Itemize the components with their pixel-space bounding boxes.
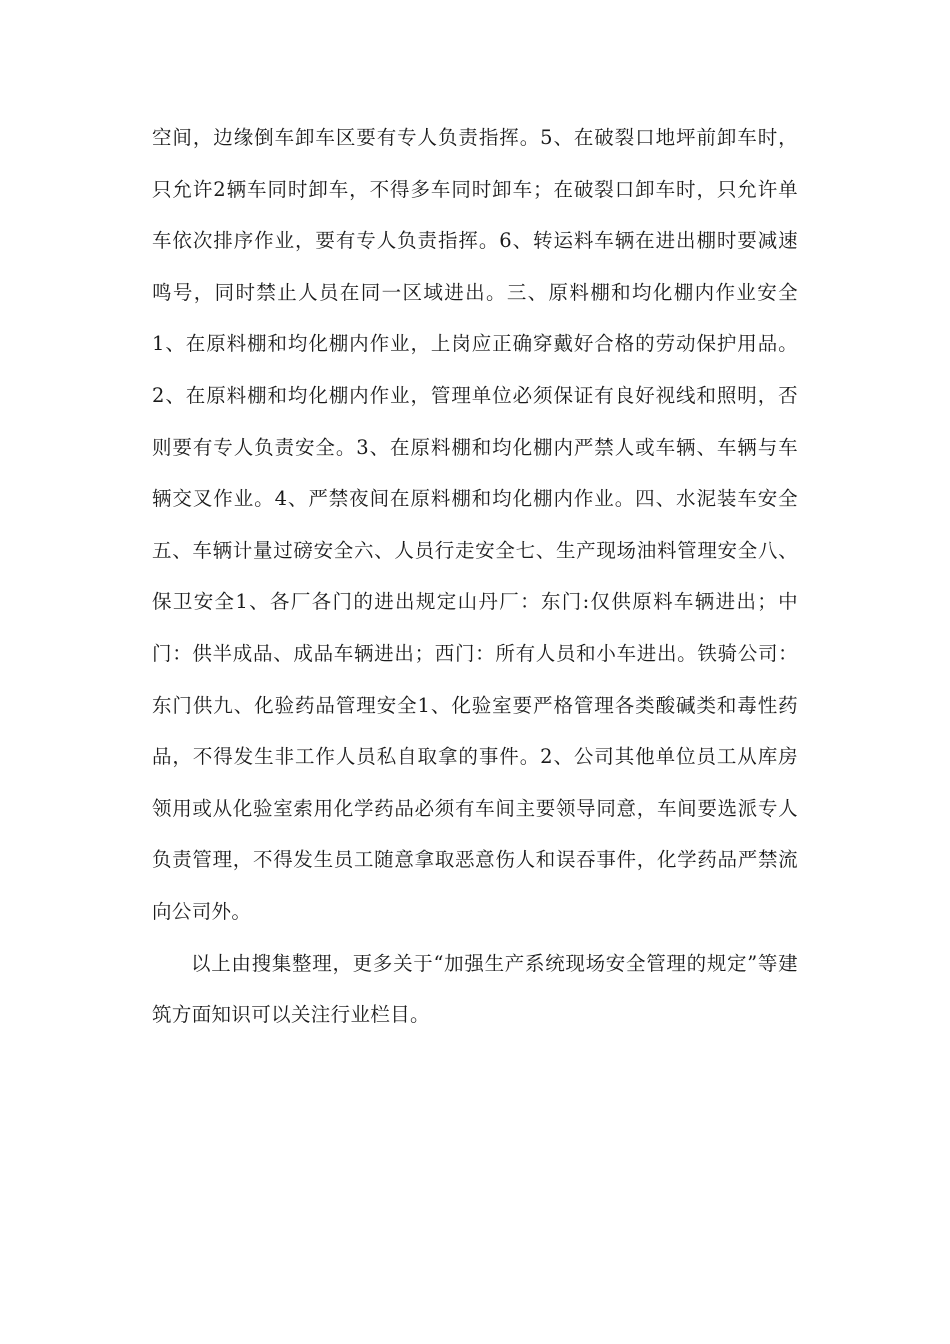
closing-paragraph: 以上由搜集整理，更多关于“加强生产系统现场安全管理的规定”等建筑方面知识可以关注行业栏目。	[152, 951, 798, 1027]
document-body	[152, 112, 798, 1041]
body-paragraph: 空间，边缘倒车卸车区要有专人负责指挥。5、在破裂口地坪前卸车时，只允许2辆车同时卸车，不得多车同时卸车；在破裂口卸车时，只允许单车依次排序作业，要有专人负责指挥。6、转运料车辆在进出棚时要减速鸣号，同时禁止人员在同一区域进出。三、原料棚和均化棚内作业安全1、在原料棚和均化棚内作业，上岗应正确穿戴好合格的劳动保护用品。2、在原料棚和均化棚内作业，管理单位必须保证有良好视线和照明，否则要有专人负责安全。3、在原料棚和均化棚内严禁人或车辆、车辆与车辆交叉作业。4、严禁夜间在原料棚和均化棚内作业。四、水泥装车安全五、车辆计量过磅安全六、人员行走安全七、生产现场油料管理安全八、保卫安全1、各厂各门的进出规定山丹厂：东门:仅供原料车辆进出；中门：供半成品、成品车辆进出；西门：所有人员和小车进出。铁骑公司：东门供九、化验药品管理安全1、化验室要严格管理各类酸碱类和毒性药品，不得发生非工作人员私自取拿的事件。2、公司其他单位员工从库房领用或从化验室索用化学药品必须有车间主要领导同意，车间要选派专人负责管理，不得发生员工随意拿取恶意伤人和误吞事件，化学药品严禁流向公司外。	[152, 126, 798, 923]
